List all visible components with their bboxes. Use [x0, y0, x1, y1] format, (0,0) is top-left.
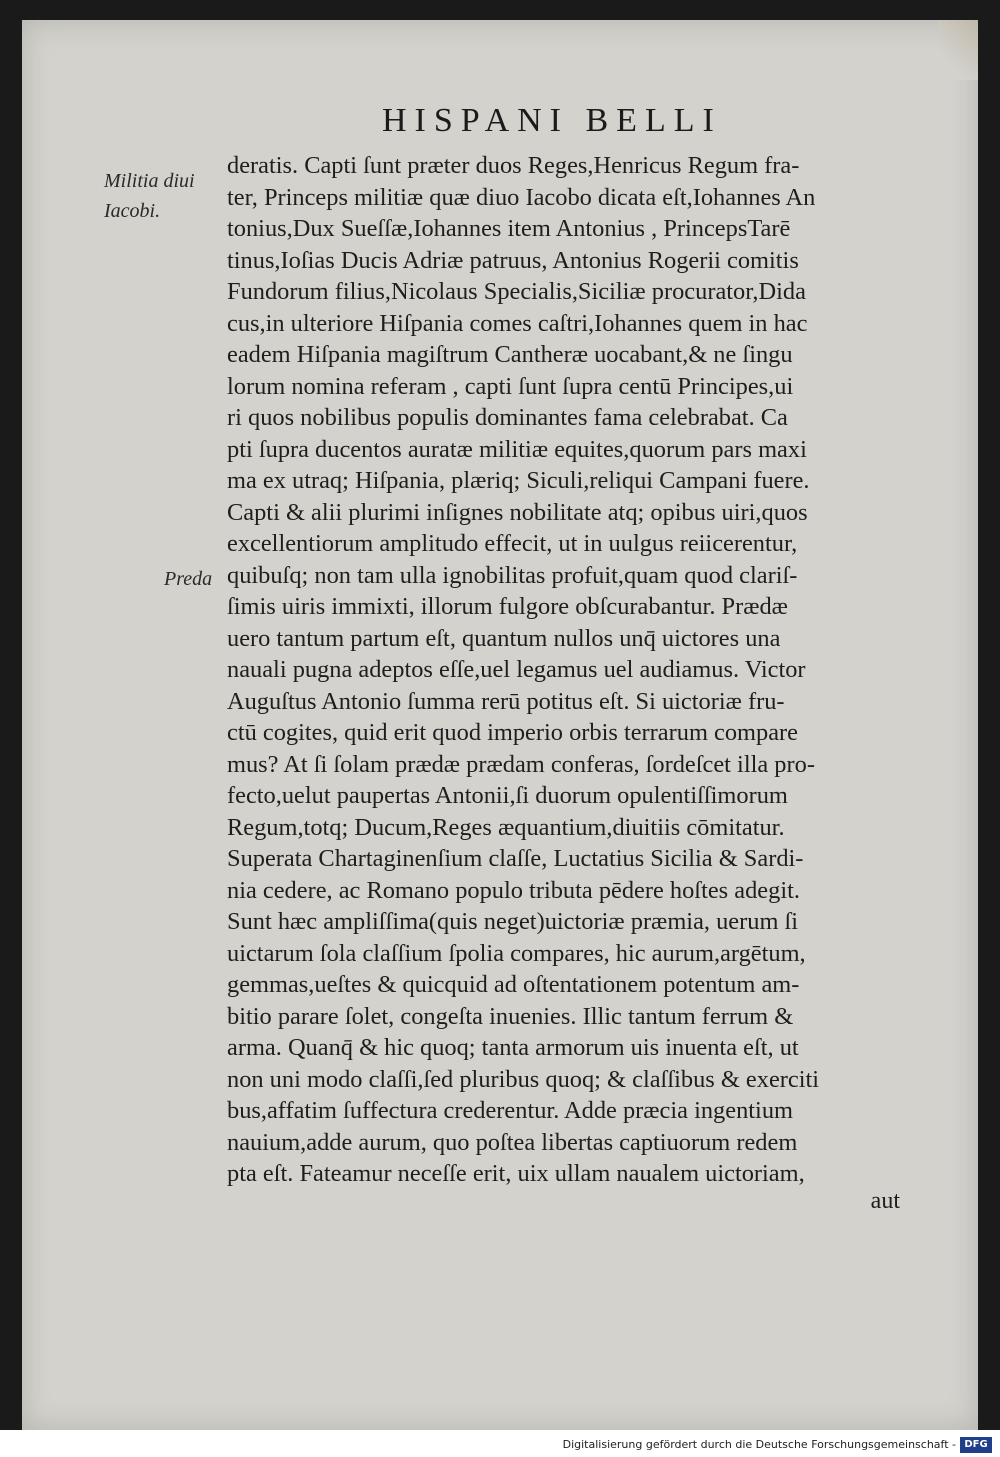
- text-line: nauali pugna adeptos eſſe,uel legamus uel audiamus. Victor: [227, 656, 806, 683]
- margin-note-preda: Preda: [164, 568, 213, 590]
- catchword: aut: [870, 1188, 900, 1214]
- text-line: quibuſq; non tam ulla ignobilitas profuit,quam quod clariſ-: [227, 561, 798, 589]
- text-line: Capti & alii plurimi inſignes nobilitate atq; opibus uiri,quos: [227, 498, 808, 526]
- text-line: pta eſt. Fateamur neceſſe erit, uix ullam naualem uictoriam,: [227, 1160, 805, 1187]
- text-line: ri quos nobilibus populis dominantes fama celebrabat. Ca: [227, 404, 788, 431]
- text-line: Auguſtus Antonio ſumma rerū potitus eſt. Si uictoriæ fru-: [227, 687, 785, 715]
- text-line: uero tantum partum eſt, quantum nullos unq̄ uictores una: [227, 624, 781, 652]
- page-corner: [938, 20, 978, 80]
- text-line: nia cedere, ac Romano populo tributa pēdere hoſtes adegit.: [227, 876, 800, 904]
- margin-note-iacobi: Iacobi.: [104, 200, 161, 222]
- text-line: fecto,uelut paupertas Antonii,ſi duorum opulentiſſimorum: [227, 782, 788, 809]
- text-line: Regum,totq; Ducum,Reges æquantium,diuitiis cōmitatur.: [227, 813, 785, 841]
- text-line: arma. Quanq̄ & hic quoq; tanta armorum uis inuenta eſt, ut: [227, 1034, 799, 1061]
- footer-credit: Digitalisierung gefördert durch die Deutsche Forschungsgemeinschaft -: [562, 1438, 956, 1451]
- text-line: bitio parare ſolet, congeſta inuenies. Illic tantum ferrum &: [227, 1002, 794, 1030]
- text-line: deratis. Capti ſunt præter duos Reges,Henricus Regum fra-: [227, 152, 800, 179]
- text-line: Fundorum filius,Nicolaus Specialis,Siciliæ procurator,Dida: [227, 278, 806, 305]
- text-line: Superata Chartaginenſium claſſe, Luctatius Sicilia & Sardi-: [227, 845, 804, 872]
- text-line: cus,in ulteriore Hiſpania comes caſtri,Iohannes quem in hac: [227, 309, 808, 337]
- text-line: pti ſupra ducentos auratæ militiæ equites,quorum pars maxi: [227, 435, 807, 463]
- text-line: tinus,Ioſias Ducis Adriæ patruus, Antonius Rogerii comitis: [227, 246, 799, 274]
- text-line: eadem Hiſpania magiſtrum Cantheræ uocabant,& ne ſingu: [227, 341, 793, 368]
- text-line: lorum nomina referam , capti ſunt ſupra centū Principes,ui: [227, 372, 794, 400]
- text-line: excellentiorum amplitudo effecit, ut in uulgus reiicerentur,: [227, 530, 798, 557]
- text-line: gemmas,ueſtes & quicquid ad oſtentationem potentum am-: [227, 971, 800, 998]
- dfg-logo: DFG: [960, 1437, 992, 1453]
- text-line: nauium,adde aurum, quo poſtea libertas captiuorum redem: [227, 1128, 798, 1156]
- text-line: tonius,Dux Sueſſæ,Iohannes item Antonius , PrincepsTarē: [227, 215, 791, 242]
- text-line: non uni modo claſſi,ſed pluribus quoq; & claſſibus & exerciti: [227, 1065, 820, 1093]
- text-line: ctū cogites, quid erit quod imperio orbis terrarum compare: [227, 719, 798, 746]
- text-line: ter, Princeps militiæ quæ diuo Iacobo dicata eſt,Iohannes An: [227, 183, 816, 211]
- text-line: bus,affatim ſuffectura crederentur. Adde præcia ingentium: [227, 1097, 793, 1124]
- running-head: HISPANI BELLI: [382, 102, 722, 139]
- text-line: ma ex utraq; Hiſpania, plæriq; Siculi,reliqui Campani fuere.: [227, 467, 810, 494]
- text-line: mus? At ſi ſolam prædæ prædam conferas, ſordeſcet illa pro-: [227, 750, 815, 778]
- text-line: uictarum ſola claſſium ſpolia compares, hic aurum,argētum,: [227, 939, 806, 967]
- text-line: ſimis uiris immixti, illorum fulgore obſcurabantur. Prædæ: [227, 593, 788, 620]
- margin-note-militia: Militia diui: [104, 170, 195, 192]
- book-page: [22, 20, 978, 1430]
- footer-bar: [0, 1430, 1000, 1457]
- main-text-block: [227, 150, 927, 1190]
- text-line: Sunt hæc ampliſſima(quis neget)uictoriæ præmia, uerum ſi: [227, 908, 799, 935]
